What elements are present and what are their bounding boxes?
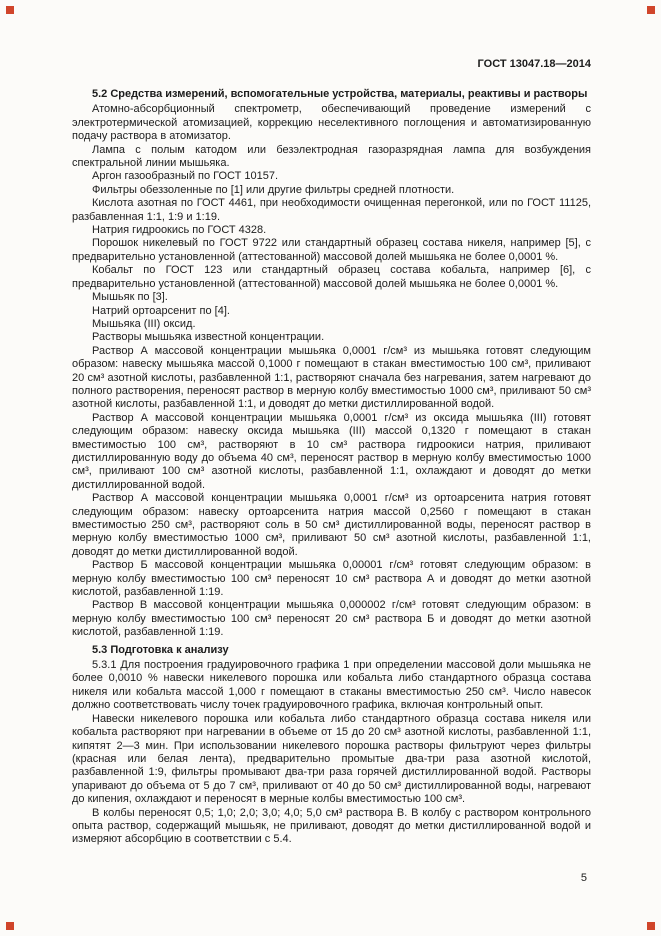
paragraph: Лампа с полым катодом или безэлектродная газоразрядная лампа для возбуждения спектральной линии мышьяка. xyxy=(72,143,591,170)
paragraph: 5.3.1 Для построения градуировочного графика 1 при определении массовой доли мышьяка не более 0,0010 % навески никелевого порошка или кобальта либо стандартного образца состава никеля или кобальта массой 1,000 г помещают в стаканы вместимостью 250 см³. Число навесок должно соответствовать числу точек градуировочного графика, включая контрольный опыт. xyxy=(72,659,591,712)
paragraph: Раствор А массовой концентрации мышьяка 0,0001 г/см³ из ортоарсенита натрия готовят следующим образом: навеску ортоарсенита натрия массой 0,2560 г помещают в стакан вместимостью 250 см³, растворяют соль в 50 см³ дистиллированной воды, переносят раствор в мерную колбу вместимостью 1000 см³, приливают 50 см³ азотной кислоты, разбавленной 1:1, доводят до метки дистиллированной водой. xyxy=(72,492,591,558)
paragraph: В колбы переносят 0,5; 1,0; 2,0; 3,0; 4,0; 5,0 см³ раствора В. В колбу с раствором контрольного опыта раствор, содержащий мышьяк, не приливают, доводят до метки дистиллированной водой и измеряют абсорбцию в соответствии с 5.4. xyxy=(72,806,591,846)
paragraph: Аргон газообразный по ГОСТ 10157. xyxy=(92,170,279,183)
page-number: 5 xyxy=(580,872,587,884)
paragraph: Кобальт по ГОСТ 123 или стандартный образец состава кобальта, например [6], с предварительно установленной (аттестованной) массовой долей мышьяка не более 0,0001 %. xyxy=(72,264,591,290)
paragraph: Натрий ортоарсенит по [4]. xyxy=(92,304,230,317)
paragraph: Раствор А массовой концентрации мышьяка 0,0001 г/см³ из оксида мышьяка (III) готовят следующим образом: навеску оксида мышьяка (III) массой 0,1320 г помещают в стакан вместимостью 100 см³, растворяют в 10 см³ раствора гидроокиси натрия, приливают дистиллированную воду до объема 40 см³, переносят раствор в мерную колбу вместимостью 1000 см³, приливают 100 см³ азотной кислоты, разбавленной 1:1, охлаждают и доводят до метки дистиллированной водой. xyxy=(72,411,591,491)
corner-registration-mark xyxy=(6,922,14,930)
corner-registration-mark xyxy=(647,6,655,14)
paragraph: Раствор Б массовой концентрации мышьяка 0,00001 г/см³ готовят следующим образом: в мерную колбу вместимостью 100 см³ переносят 10 см³ раствора А и доводят до метки азотной кислотой, разбавленной 1:19. xyxy=(72,559,591,599)
paragraph: Растворы мышьяка известной концентрации. xyxy=(92,331,325,344)
paragraph: Мышьяк по [3]. xyxy=(92,291,168,304)
corner-registration-mark xyxy=(6,6,14,14)
running-header: ГОСТ 13047.18—2014 xyxy=(477,58,591,70)
paragraph: Навески никелевого порошка или кобальта либо стандартного образца состава никеля или кобальта растворяют при нагревании в объеме от 15 до 20 см³ азотной кислоты, разбавленной 1:1, кипятят 2—3 мин. При использовании никелевого порошка растворы фильтруют через фильтры (красная или белая лента), предварительно промытые два-три раза азотной кислотой, разбавленной 1:9, фильтры промывают два-три раза горячей дистиллированной водой. Растворы упаривают до объема от 5 до 7 см³, приливают от 40 до 50 см³ дистиллированной воды, нагревают до кипения, охлаждают и переносят в мерные колбы вместимостью 100 см³. xyxy=(72,712,591,806)
paragraph: Атомно-абсорбционный спектрометр, обеспечивающий проведение измерений с электротермической атомизацией, коррекцию неселективного поглощения и автоматизированную подачу раствора в атомизатор. xyxy=(72,103,591,143)
paragraph: Фильтры обеззоленные по [1] или другие фильтры средней плотности. xyxy=(92,183,455,196)
paragraph: Порошок никелевый по ГОСТ 9722 или стандартный образец состава никеля, например [5], с предварительно установленной (аттестованной) массовой долей мышьяка не более 0,0001 %. xyxy=(72,237,591,263)
document-content xyxy=(72,88,591,847)
paragraph: Раствор В массовой концентрации мышьяка 0,000002 г/см³ готовят следующим образом: в мерную колбу вместимостью 100 см³ переносят 20 см³ раствора Б и доводят до метки азотной кислотой, разбавленной 1:19. xyxy=(72,599,591,639)
corner-registration-mark xyxy=(647,922,655,930)
paragraph: Мышьяка (III) оксид. xyxy=(92,317,196,330)
section-heading-5-3: 5.3 Подготовка к анализу xyxy=(92,643,229,656)
paragraph: Натрия гидроокись по ГОСТ 4328. xyxy=(92,224,267,237)
paragraph: Кислота азотная по ГОСТ 4461, при необходимости очищенная перегонкой, или по ГОСТ 11125, разбавленная 1:1, 1:9 и 1:19. xyxy=(72,197,591,223)
paragraph: Раствор А массовой концентрации мышьяка 0,0001 г/см³ из мышьяка готовят следующим образом: навеску мышьяка массой 0,1000 г помещают в стакан вместимостью 100 см³, приливают 20 см³ азотной кислоты, разбавленной 1:1, растворяют сначала без нагревания, затем нагревают до полного растворения, переносят раствор в мерную колбу вместимостью 1000 см³, приливают 50 см³ азотной кислоты, разбавленной 1:1, и доводят до метки дистиллированной водой. xyxy=(72,344,591,411)
section-heading-5-2: 5.2 Средства измерений, вспомогательные устройства, материалы, реактивы и растворы xyxy=(92,88,588,100)
